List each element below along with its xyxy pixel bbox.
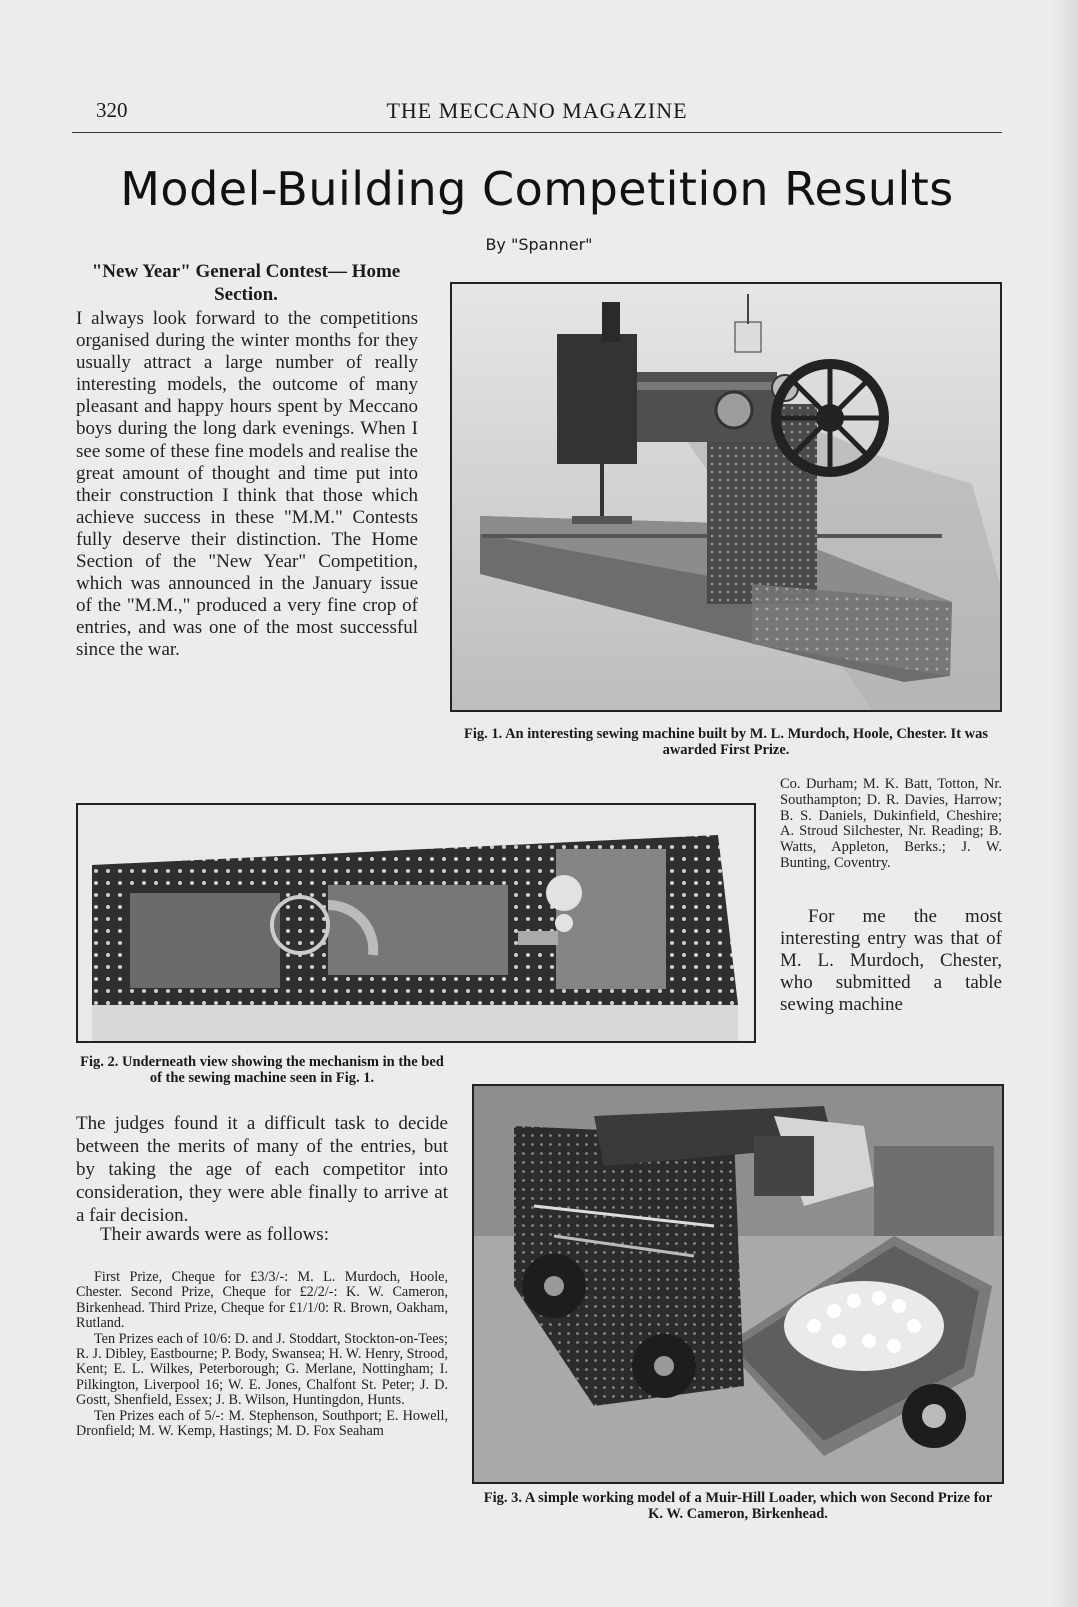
section-heading: "New Year" General Contest— Home Section. bbox=[91, 261, 401, 305]
awards-ten-prizes-10-6: Ten Prizes each of 10/6: D. and J. Stoddart, Stockton-on-Tees; R. J. Dibley, Eastbourne; P. Body, Swansea; H. W. Henry, Strood, Kent; E. L. Wilkes, Peterborough; G. Merlane, Nottingham; I. Pilkington, Liverpool 16; W. E. Jones, Chalfont St. Peter; J. D. Gostt, Shenfield, Essex; J. B. Wilson, Huntingdon, Hunts. bbox=[76, 1330, 449, 1409]
awards-intro: Their awards were as follows: bbox=[100, 1224, 329, 1245]
intro-paragraph: I always look forward to the competitions organised during the winter months for they usually attract a large number of really interesting models, the outcome of many pleasant and happy hours spent by Meccano boys during the long dark evenings. When I see some of these fine models and realise the great amount of thought and time put into their construction I think that those which achieve success in these "M.M." Contests fully deserve their distinction. The Home Section of the "New Year" Competition, which was announced in the January issue of the "M.M.," produced a very fine crop of entries, and was one of the most successful since the war. bbox=[76, 308, 418, 661]
page-header bbox=[72, 98, 1002, 133]
awards-list bbox=[76, 1270, 448, 1439]
awards-continued: Co. Durham; M. K. Batt, Totton, Nr. Southampton; D. R. Davies, Harrow; B. S. Daniels, Dukinfield, Cheshire; A. Stroud Silchester, Nr. Reading; B. Watts, Appleton, Berks.; J. W. Bunting, Coventry. bbox=[780, 776, 1002, 871]
figure-1-photo bbox=[450, 282, 1002, 712]
page-number: 320 bbox=[96, 98, 128, 122]
awards-ten-prizes-5: Ten Prizes each of 5/-: M. Stephenson, Southport; E. Howell, Dronfield; M. W. Kemp, Hastings; M. D. Fox Seaham bbox=[76, 1407, 448, 1440]
magazine-title: THE MECCANO MAGAZINE bbox=[386, 98, 688, 123]
figure-3-caption: Fig. 3. A simple working model of a Muir-Hill Loader, which won Second Prize for K. W. Cameron, Birkenhead. bbox=[483, 1490, 993, 1522]
page-edge-shadow bbox=[1052, 0, 1078, 1607]
article-byline: By "Spanner" bbox=[485, 235, 593, 254]
figure-2-caption: Fig. 2. Underneath view showing the mechanism in the bed of the sewing machine seen in Fig. 1. bbox=[80, 1054, 444, 1086]
most-interesting-paragraph: For me the most interesting entry was that of M. L. Murdoch, Chester, who submitted a table sewing machine bbox=[780, 906, 1002, 1015]
awards-first-prizes: First Prize, Cheque for £3/3/-: M. L. Murdoch, Hoole, Chester. Second Prize, Cheque for £2/2/-: K. W. Cameron, Birkenhead. Third Prize, Cheque for £1/1/0: R. Brown, Oakham, Rutland. bbox=[76, 1269, 448, 1332]
judges-paragraph: The judges found it a difficult task to decide between the merits of many of the entries, but by taking the age of each competitor into consideration, they were able finally to arrive at a fair decision. bbox=[76, 1113, 448, 1226]
figure-1-caption: Fig. 1. An interesting sewing machine built by M. L. Murdoch, Hoole, Chester. It was awarded First Prize. bbox=[463, 726, 989, 758]
article-title: Model-Building Competition Results bbox=[120, 162, 954, 216]
figure-2-photo bbox=[76, 803, 756, 1043]
figure-3-photo bbox=[472, 1084, 1004, 1484]
